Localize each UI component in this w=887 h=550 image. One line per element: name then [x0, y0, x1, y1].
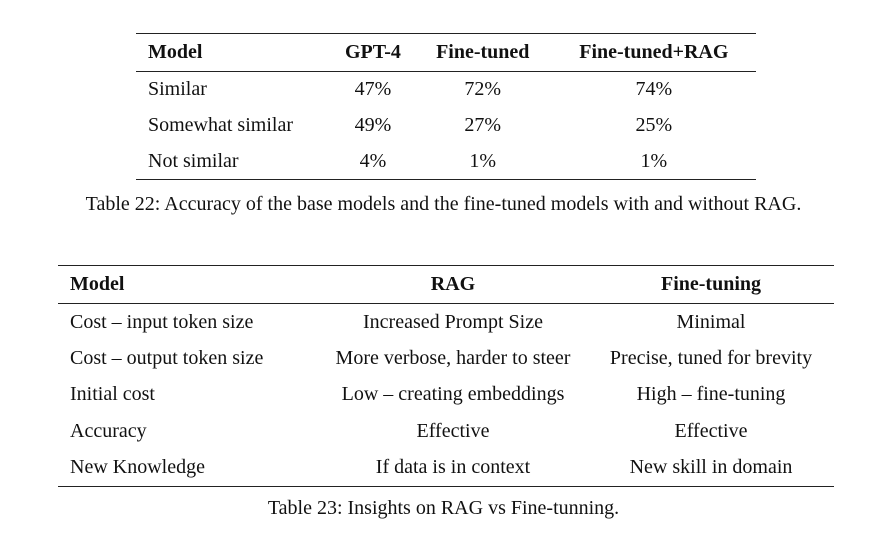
cell-gpt4: 47%: [354, 78, 392, 101]
cell-rag: If data is in context: [318, 450, 588, 487]
row-label: Cost – input token size: [70, 310, 254, 333]
cell-fine-tuned: 1%: [414, 144, 552, 180]
table-23: [58, 265, 834, 487]
table-row: [136, 144, 756, 180]
cell-rag: Effective: [416, 419, 490, 442]
table-row: [58, 340, 834, 377]
cell-rag: Low – creating embeddings: [341, 383, 565, 406]
header-fine-tuning: Fine-tuning: [588, 266, 834, 304]
row-label: Not similar: [136, 144, 332, 180]
table-row: [58, 304, 834, 341]
row-label: Similar: [148, 78, 207, 101]
cell-fine-tuning: High – fine-tuning: [636, 383, 786, 406]
header-rag: RAG: [318, 266, 588, 304]
cell-fine-tuning: New skill in domain: [588, 450, 834, 487]
cell-fine-tuning: Minimal: [676, 310, 746, 333]
row-label: Somewhat similar: [148, 114, 293, 136]
table-row: [58, 413, 834, 450]
table-row: [58, 450, 834, 487]
cell-rag: Increased Prompt Size: [363, 310, 543, 333]
table-header-row: [136, 34, 756, 72]
table-22: [136, 33, 756, 180]
header-model: Model: [58, 266, 318, 304]
cell-gpt4: 4%: [332, 144, 414, 180]
cell-fine-tuning: Precise, tuned for brevity: [609, 346, 813, 369]
cell-fine-tuned: 27%: [464, 114, 502, 136]
cell-rag: More verbose, harder to steer: [335, 346, 571, 369]
row-label: New Knowledge: [58, 450, 318, 487]
table-row: [136, 108, 756, 144]
cell-fine-tuned-rag: 74%: [635, 78, 673, 101]
cell-fine-tuned-rag: 1%: [552, 144, 756, 180]
header-fine-tuned-rag: Fine-tuned+RAG: [552, 34, 756, 72]
cell-fine-tuned: 72%: [464, 78, 502, 101]
cell-fine-tuned-rag: 25%: [635, 114, 673, 136]
table-row: [136, 72, 756, 108]
header-fine-tuned: Fine-tuned: [414, 34, 552, 72]
row-label: Initial cost: [70, 383, 155, 406]
table-row: [58, 377, 834, 414]
row-label: Cost – output token size: [70, 346, 264, 369]
cell-fine-tuning: Effective: [674, 419, 748, 442]
cell-gpt4: 49%: [354, 114, 392, 136]
table-22-caption: Table 22: Accuracy of the base models and the fine-tuned models with and without RAG.: [85, 193, 802, 215]
header-model: Model: [136, 34, 332, 72]
table-header-row: [58, 266, 834, 304]
header-gpt4: GPT-4: [332, 34, 414, 72]
row-label: Accuracy: [70, 419, 147, 442]
table-23-caption: Table 23: Insights on RAG vs Fine-tunning.: [267, 497, 620, 519]
